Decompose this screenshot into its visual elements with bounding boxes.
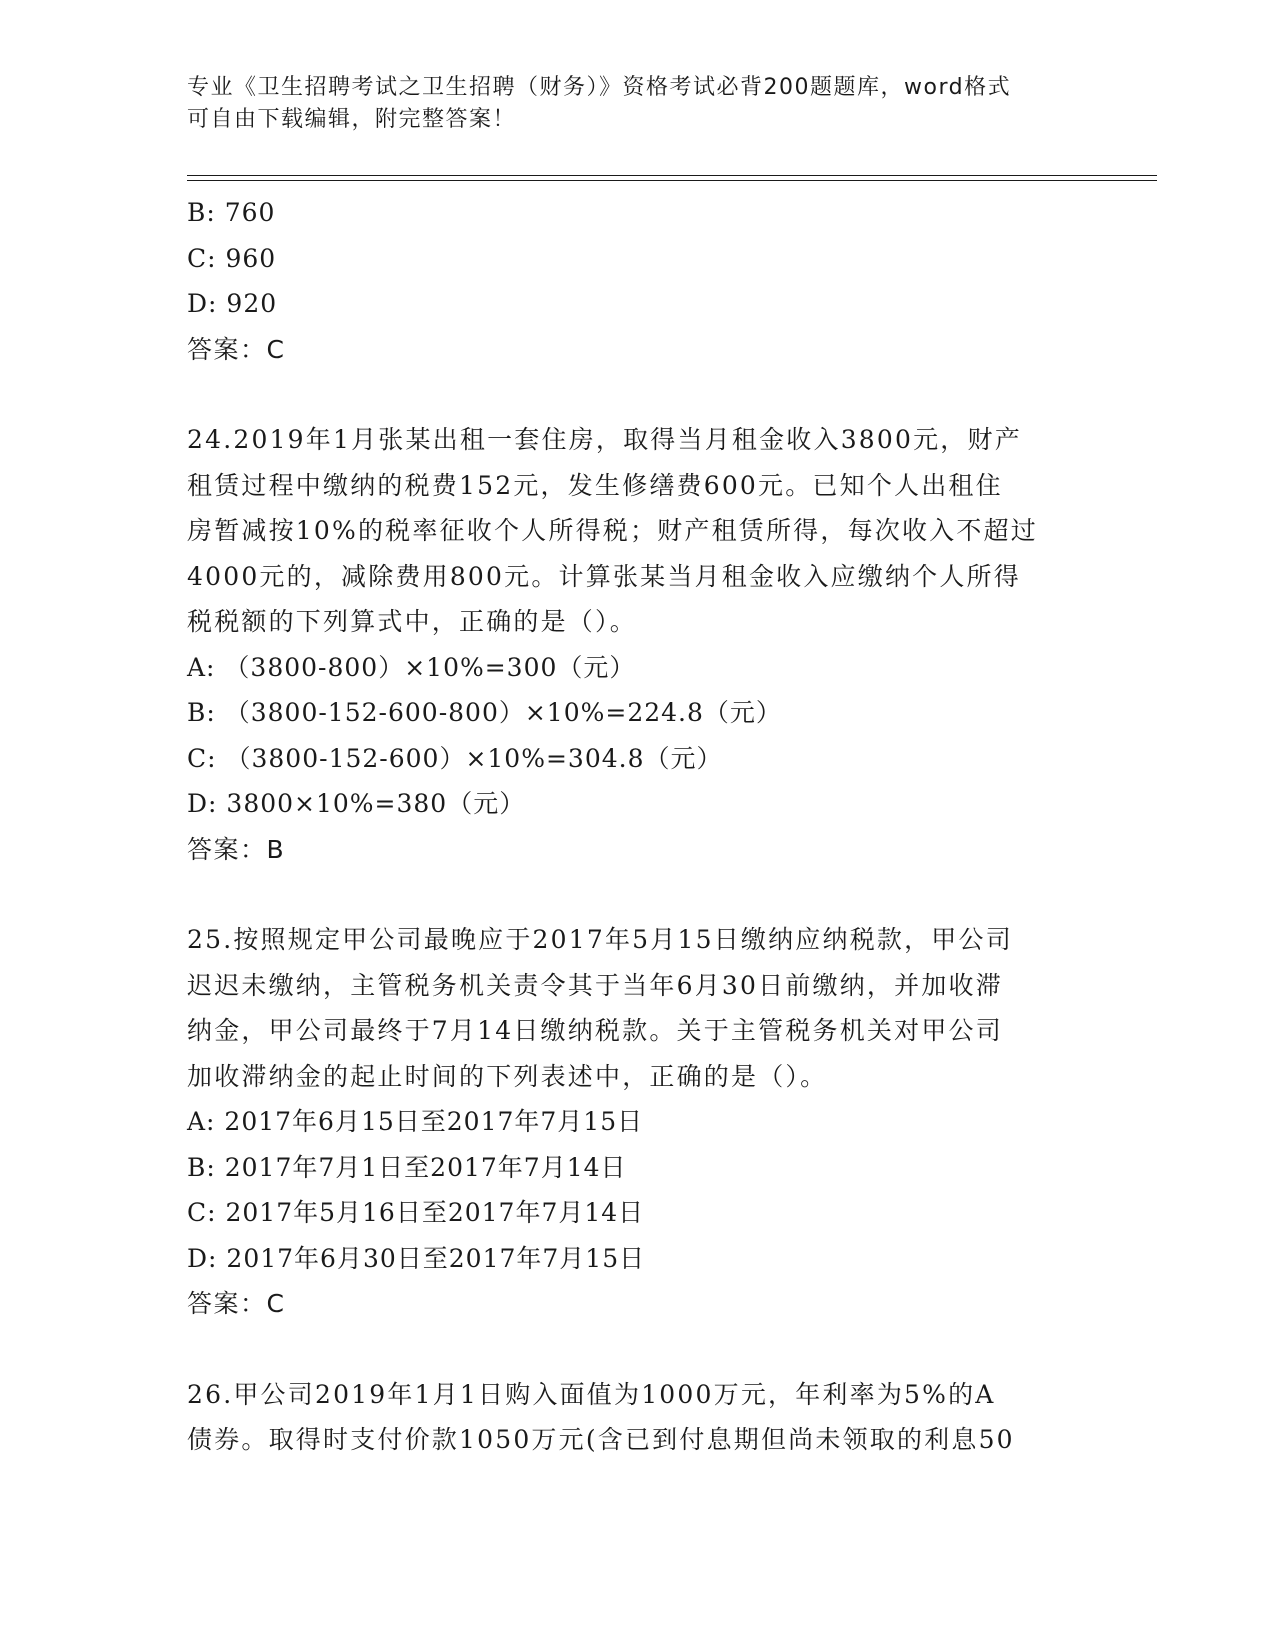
question-25 <box>187 917 1087 1327</box>
answer: 答案：C <box>187 334 286 364</box>
spacer <box>187 872 1087 917</box>
question-stem-line: 迟迟未缴纳，主管税务机关责令其于当年6月30日前缴纳，并加收滞 <box>187 970 1003 1000</box>
prev-question <box>187 190 1087 372</box>
option-c: C: 2017年5月16日至2017年7月14日 <box>187 1198 645 1227</box>
question-stem-line: 26.甲公司2019年1月1日购入面值为1000万元，年利率为5%的A <box>187 1379 996 1409</box>
question-stem-line: 债券。取得时支付价款1050万元(含已到付息期但尚未领取的利息50 <box>187 1425 1015 1454</box>
question-stem-line: 租赁过程中缴纳的税费152元，发生修缮费600元。已知个人出租住 <box>187 470 1003 500</box>
option-c: C: （3800-152-600）×10%=304.8（元） <box>187 743 723 773</box>
document-body <box>187 190 1087 1463</box>
header-divider-top <box>187 175 1157 176</box>
header-line-2: 可自由下载编辑，附完整答案！ <box>187 107 517 132</box>
question-stem-line: 加收滞纳金的起止时间的下列表述中，正确的是（）。 <box>187 1061 828 1091</box>
question-stem-line: 24.2019年1月张某出租一套住房，取得当月租金收入3800元，财产 <box>187 425 1022 454</box>
question-26 <box>187 1372 1087 1463</box>
question-stem-line: 房暂减按10%的税率征收个人所得税；财产租赁所得，每次收入不超过 <box>187 516 1038 545</box>
option-c: C: 960 <box>187 243 277 273</box>
answer: 答案：C <box>187 1289 286 1318</box>
option-d: D: 2017年6月30日至2017年7月15日 <box>187 1243 646 1273</box>
option-a: A: 2017年6月15日至2017年7月15日 <box>187 1107 644 1136</box>
header-divider-bottom <box>187 180 1157 181</box>
option-a: A: （3800-800）×10%=300（元） <box>187 652 636 682</box>
question-stem-line: 纳金，甲公司最终于7月14日缴纳税款。关于主管税务机关对甲公司 <box>187 1016 1003 1045</box>
option-d: D: 3800×10%=380（元） <box>187 789 526 818</box>
option-b: B: （3800-152-600-800）×10%=224.8（元） <box>187 698 782 727</box>
question-24 <box>187 417 1087 872</box>
spacer <box>187 1327 1087 1372</box>
document-header <box>187 72 1087 136</box>
answer: 答案：B <box>187 834 286 864</box>
header-line-1: 专业《卫生招聘考试之卫生招聘（财务）》资格考试必背200题题库，word格式 <box>187 75 1012 100</box>
question-stem-line: 25.按照规定甲公司最晚应于2017年5月15日缴纳应纳税款，甲公司 <box>187 925 1013 954</box>
question-stem-line: 4000元的，减除费用800元。计算张某当月租金收入应缴纳个人所得 <box>187 561 1021 591</box>
spacer <box>187 372 1087 417</box>
option-b: B: 2017年7月1日至2017年7月14日 <box>187 1152 627 1182</box>
question-stem-line: 税税额的下列算式中，正确的是（）。 <box>187 607 637 636</box>
option-b: B: 760 <box>187 198 276 227</box>
option-d: D: 920 <box>187 289 278 318</box>
